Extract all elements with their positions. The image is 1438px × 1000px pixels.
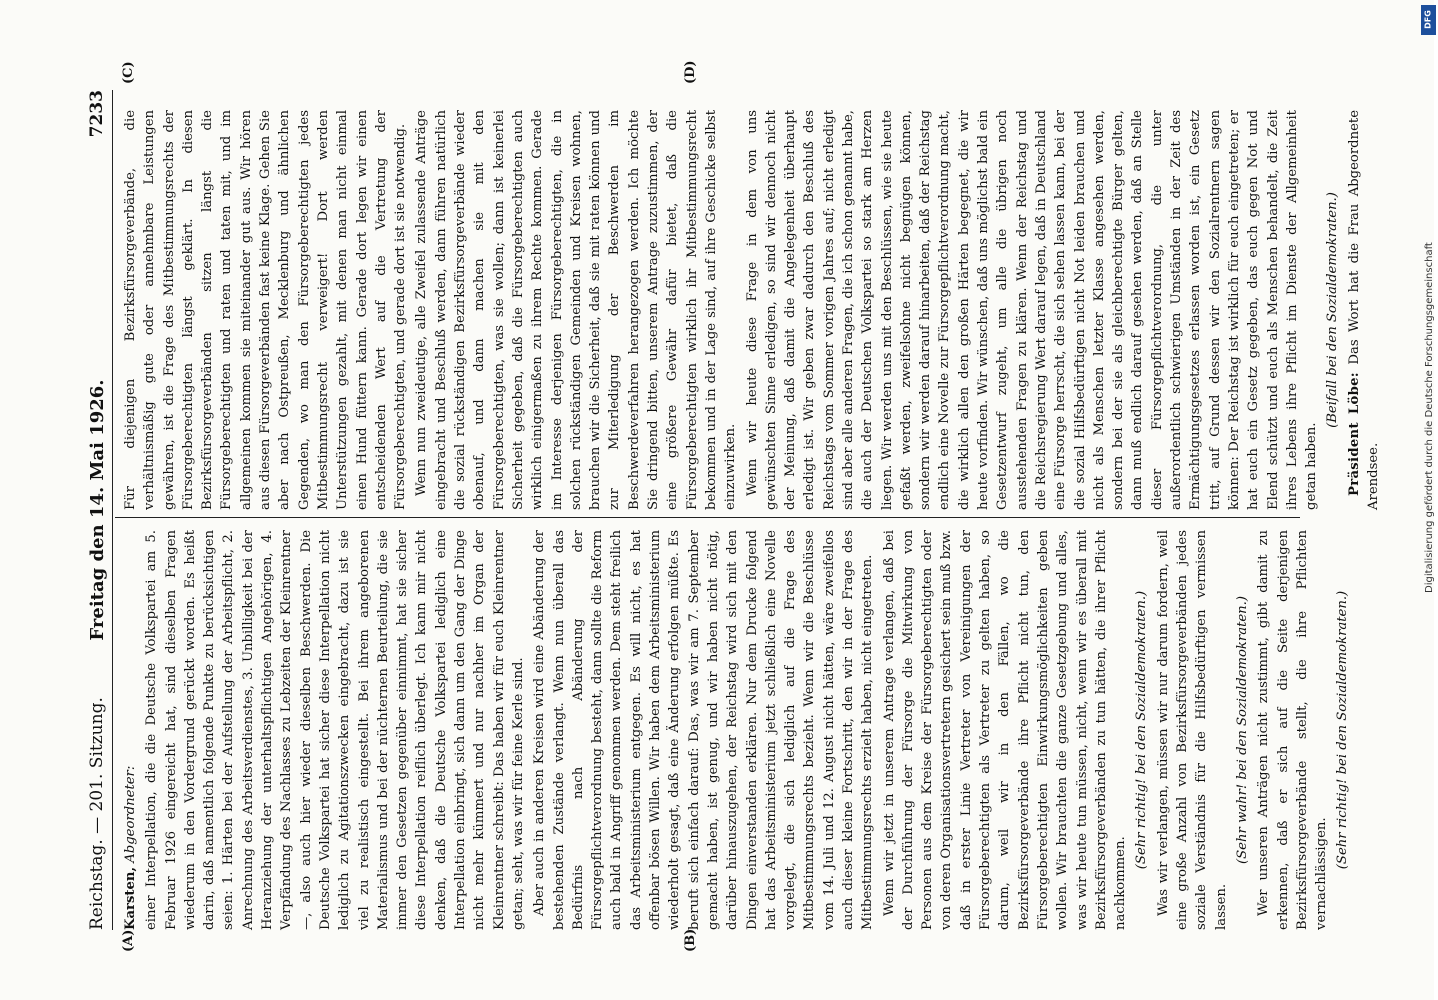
header-date: Freitag den 14. Mai 1926.: [87, 379, 108, 641]
header-rule: [112, 90, 113, 930]
president-text: Das Wort hat die Frau Abgeordnete Arendsee.: [1346, 110, 1381, 510]
credit-text: Digitalisierung gefördert durch die Deutsche Forschungsgemeinschaft: [1424, 242, 1435, 593]
rotated-page-content: [85, 60, 1381, 952]
margin-mark-b: (B): [683, 928, 698, 952]
speaker-role: Abgeordneter:: [123, 765, 138, 863]
digitization-credit: [1423, 13, 1438, 593]
right-column: [121, 110, 1381, 510]
margin-mark-d: (D): [683, 60, 698, 84]
header-left: Reichstag. — 201. Sitzung.: [87, 697, 107, 930]
paragraph: Wer unseren Anträgen nicht zustimmt, gibt damit zu erkennen, daß er sich auf die Seite derjenigen Bezirksfürsorgeverbände stellt, die ihre Pflichten vernachlässigen.: [1256, 530, 1330, 930]
paragraph: Wenn wir jetzt in unserem Antrage verlangen, daß bei der Durchführung der Fürsorge die Mitwirkung von Personen aus dem Kreise der Fürsorgeberechtigten oder von deren Organisationsvertretern gesichert sein muß bzw. daß in erster Linie Vertreter von Vereinigungen der Fürsorgeberechtigten als Vertreter zu gelten haben, so darum, weil wir in den Fällen, wo die Bezirksfürsorgeverbände ihre Pflicht nicht tun, den Fürsorgeberechtigten Einwirkungsmöglichkeiten geben wollen. Wir brauchten die ganze Gesetzgebung und alles, was wir heute tun müssen, nicht, wenn wir es überall mit Bezirksfürsorgeverbänden zu tun hätten, die ihrer Pflicht nachkommen.: [881, 530, 1129, 930]
paragraph: einer Interpellation, die die Deutsche Volkspartei am 5. Februar 1926 eingereicht hat, sind dieselben Fragen wiederum in den Vordergrund gerückt worden. Es heißt darin, daß namentlich folgende Punkte zu berücksichtigen seien: 1. Härten bei der Aufstellung der Arbeitspflicht, 2. Anrechnung des Arbeitsverdienstes, 3. Unbilligkeit bei der Heranziehung der unterhaltspflichtigen Angehörigen, 4. Verpfändung des Nachlasses zu Lebzeiten der Kleinrentner —, also auch hier wieder dieselben Beschwerden. Die Deutsche Volkspartei hat sicher diese Interpellation nicht lediglich zu Agitationszwecken eingebracht, dazu ist sie viel zu realistisch eingestellt. Bei ihrem angeborenen Materialismus und bei der nüchternen Beurteilung, die sie immer den Gesetzen gegenüber einnimmt, hat sie sicher diese Interpellation reiflich überlegt. Ich kann mir nicht denken, daß die Deutsche Volkspartei lediglich eine Interpellation einbringt, sich dann um den Gang der Dinge nicht mehr kümmert und nur nachher im Organ der Kleinrentner schreibt: Das haben wir für euch Kleinrentner getan; seht, was wir für feine Kerle sind.: [144, 530, 526, 930]
paragraph: Aber auch in anderen Kreisen wird eine Abänderung der bestehenden Zustände verlangt. Wenn nun überall das Bedürfnis nach Abänderung der Fürsorgepflichtverordnung besteht, dann sollte die Reform auch bald in Angriff genommen werden. Dem steht freilich das Arbeitsministerium entgegen. Es will nicht, es hat offenbar bösen Willen. Wir haben dem Arbeitsministerium wiederholt gesagt, daß eine Änderung erfolgen müßte. Es beruft sich einfach darauf: Das, was wir am 7. September gemacht haben, ist genug, und wir haben nicht nötig, darüber hinauszugehen, der Reichstag wird sich mit den Dingen einverstanden erklären. Nur dem Drucke folgend hat das Arbeitsministerium jetzt schließlich eine Novelle vorgelegt, die sich lediglich auf die Frage des Mitbestimmungsrechts bezieht. Wenn wir die Beschlüsse vom 14. Juli und 12. August nicht hätten, wäre zweifellos auch dieser kleine Fortschritt, den wir in der Frage des Mitbestimmungsrechts erzielt haben, nicht eingetreten.: [532, 530, 876, 930]
paragraph: Was wir verlangen, müssen wir nur darum fordern, weil eine große Anzahl von Bezirksfürsorgeverbänden jedes soziale Verständnis für die Hilfsbedürftigen vermissen lassen.: [1155, 530, 1229, 930]
page-number: 7233: [87, 90, 107, 138]
left-column: [121, 530, 1351, 930]
paragraph: Wenn wir heute diese Frage in dem von uns gewünschten Sinne erledigen, so sind wir dennoch nicht der Meinung, daß damit die Angelegenheit überhaupt erledigt ist. Wir geben zwar dadurch den Beschluß des Reichstags vom Sommer vorigen Jahres auf; nicht erledigt sind aber alle anderen Fragen, die ich schon genannt habe, die auch der Deutschen Volkspartei so stark am Herzen liegen. Wir werden uns mit den Beschlüssen, wie sie heute gefaßt werden, zweifelsohne nicht begnügen können, sondern wir werden darauf hinarbeiten, daß der Reichstag endlich eine Novelle zur Fürsorgepflichtverordnung macht, die wirklich allen den großen Härten begegnet, die wir heute vorfinden. Wir wünschen, daß uns möglichst bald ein Gesetzentwurf zugeht, um alle die übrigen noch ausstehenden Fragen zu klären. Wenn der Reichstag und die Reichsregierung Wert darauf legen, daß in Deutschland eine Fürsorge herrscht, die sich sehen lassen kann, bei der die sozial Hilfsbedürftigen nicht Not leiden brauchen und nicht als Menschen letzter Klasse angesehen werden, sondern bei der sie als gleichberechtigte Bürger gelten, dann muß endlich darauf gesehen werden, daß an Stelle dieser Fürsorgepflichtverordnung, die unter außerordentlich schwierigen Umständen in der Zeit des Ermächtigungsgesetzes erlassen worden ist, ein Gesetz tritt, auf Grund dessen wir den Sozialrentnern sagen können: Der Reichstag ist wirklich für euch eingetreten; er hat euch ein Gesetz gegeben, das euch gegen Not und Elend schützt und euch als Menschen behandelt, die Zeit ihres Lebens ihre Pflicht im Dienste der Allgemeinheit getan haben.: [744, 110, 1320, 510]
paragraph: Wenn nun zweideutige, alle Zweifel zulassende Anträge eingebracht und Beschluß werden, dann führen natürlich die sozial rückständigen Bezirksfürsorgeverbände wieder obenauf, und dann machen sie mit den Fürsorgeberechtigten, was sie wollen; dann ist keinerlei Sicherheit gegeben, daß die Fürsorgeberechtigten auch wirklich einigermaßen zu ihrem Rechte kommen. Gerade im Interesse derjenigen Fürsorgeberechtigten, die in solchen rückständigen Gemeinden und Kreisen wohnen, brauchen wir die Sicherheit, daß sie mit raten können und zur Miterledigung der Beschwerden im Beschwerdeverfahren herangezogen werden. Ich möchte Sie dringend bitten, unserem Antrage zuzustimmen, der eine größere Gewähr dafür bietet, daß die Fürsorgeberechtigten wirklich ihr Mitbestimmungsrecht bekommen und in der Lage sind, auf ihre Geschicke selbst einzuwirken.: [414, 110, 739, 510]
dfg-logo-text: DFG: [1423, 10, 1433, 29]
applause-note: (Sehr richtig! bei den Sozialdemokraten.): [1134, 590, 1150, 870]
margin-mark-c: (C): [121, 61, 136, 84]
column-rule: [115, 517, 1300, 518]
applause-note: (Beifall bei den Sozialdemokraten.): [1325, 192, 1341, 428]
president-label: Präsident Löbe:: [1346, 372, 1362, 496]
speaker-name: Karsten,: [123, 866, 138, 930]
president-line: [1345, 110, 1384, 510]
paragraph: Für diejenigen Bezirksfürsorgeverbände, die verhältnismäßig gute oder annehmbare Leistungen gewähren, ist die Frage des Mitbestimmungsrechts der Fürsorgeberechtigten längst geklärt. In diesen Bezirksfürsorgeverbänden sitzen längst die Fürsorgeberechtigten und raten und taten mit, und im allgemeinen kommen sie miteinander gut aus. Wir hören aus diesen Fürsorgeverbänden fast keine Klage. Gehen Sie aber nach Ostpreußen, Mecklenburg und ähnlichen Gegenden, wo man den Fürsorgeberechtigten jedes Mitbestimmungsrecht verweigert! Dort werden Unterstützungen gezahlt, mit denen man nicht einmal einen Hund füttern kann. Gerade dort legen wir einen entscheidenden Wert auf die Vertretung der Fürsorgeberechtigten, und gerade dort ist sie notwendig.: [123, 110, 409, 510]
margin-mark-a: (A): [121, 929, 136, 952]
running-header: [85, 90, 113, 930]
speaker-line: [121, 530, 140, 930]
applause-note: (Sehr richtig! bei den Sozialdemokraten.): [1335, 590, 1351, 870]
applause-note: (Sehr wahr! bei den Sozialdemokraten.): [1234, 596, 1250, 864]
